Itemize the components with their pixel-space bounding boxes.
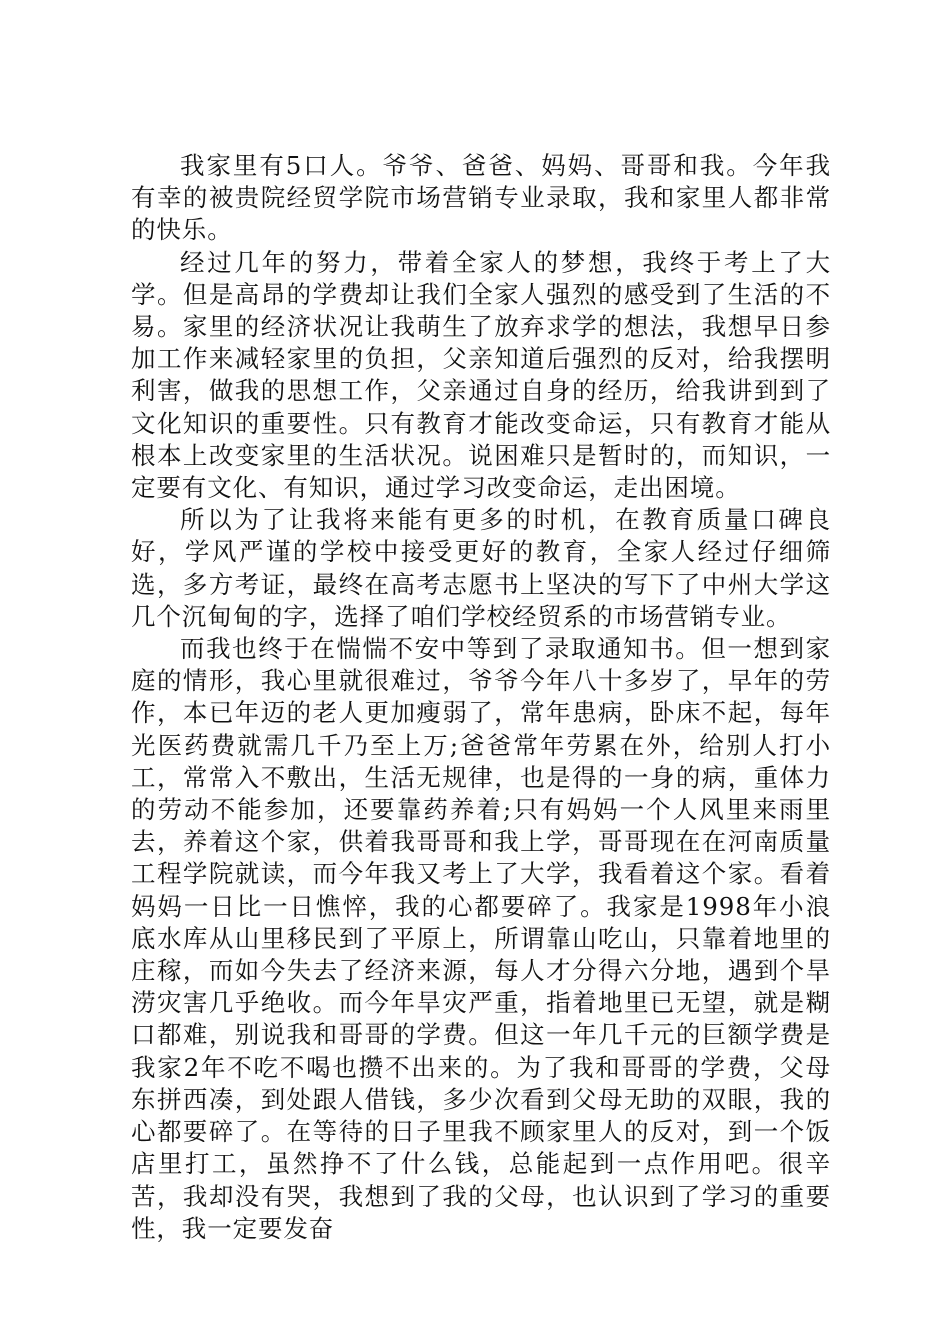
paragraph-school-choice: 所以为了让我将来能有更多的时机，在教育质量口碑良好，学风严谨的学校中接受更好的教育，全家人经过仔细筛选，多方考证，最终在高考志愿书上坚决的写下了中州大学这几个沉甸甸的字，选择了咱们学校经贸系的市场营销专业。 (131, 505, 831, 631)
paragraph-family-intro: 我家里有5口人。爷爷、爸爸、妈妈、哥哥和我。今年我有幸的被贵院经贸学院市场营销专业录取，我和家里人都非常的快乐。 (131, 151, 831, 245)
document-body (131, 150, 831, 1245)
paragraph-tuition-hardship: 经过几年的努力，带着全家人的梦想，我终于考上了大学。但是高昂的学费却让我们全家人强烈的感受到了生活的不易。家里的经济状况让我萌生了放弃求学的想法，我想早日参加工作来减轻家里的负担，父亲知道后强烈的反对，给我摆明利害，做我的思想工作，父亲通过自身的经历，给我讲到到了文化知识的重要性。只有教育才能改变命运，只有教育才能从根本上改变家里的生活状况。说困难只是暂时的，而知识，一定要有文化、有知识，通过学习改变命运，走出困境。 (131, 247, 831, 503)
paragraph-family-situation: 而我也终于在惴惴不安中等到了录取通知书。但一想到家庭的情形，我心里就很难过，爷爷今年八十多岁了，早年的劳作，本已年迈的老人更加瘦弱了，常年患病，卧床不起，每年光医药费就需几千乃至上万;爸爸常年劳累在外，给别人打小工，常常入不敷出，生活无规律，也是得的一身的病，重体力的劳动不能参加，还要靠药养着;只有妈妈一个人风里来雨里去，养着这个家，供着我哥哥和我上学，哥哥现在在河南质量工程学院就读，而今年我又考上了大学，我看着这个家。看着妈妈一日比一日憔悴，我的心都要碎了。我家是1998年小浪底水库从山里移民到了平原上，所谓靠山吃山，只靠着地里的庄稼，而如今失去了经济来源，每人才分得六分地，遇到个旱涝灾害几乎绝收。而今年旱灾严重，指着地里已无望，就是糊口都难，别说我和哥哥的学费。但这一年几千元的巨额学费是我家2年不吃不喝也攒不出来的。为了我和哥哥的学费，父母东拼西凑，到处跟人借钱，多少次看到父母无助的双眼，我的心都要碎了。在等待的日子里我不顾家里人的反对，到一个饭店里打工，虽然挣不了什么钱，总能起到一点作用吧。很辛苦，我却没有哭，我想到了我的父母，也认识到了学习的重要性，我一定要发奋 (131, 634, 831, 1243)
